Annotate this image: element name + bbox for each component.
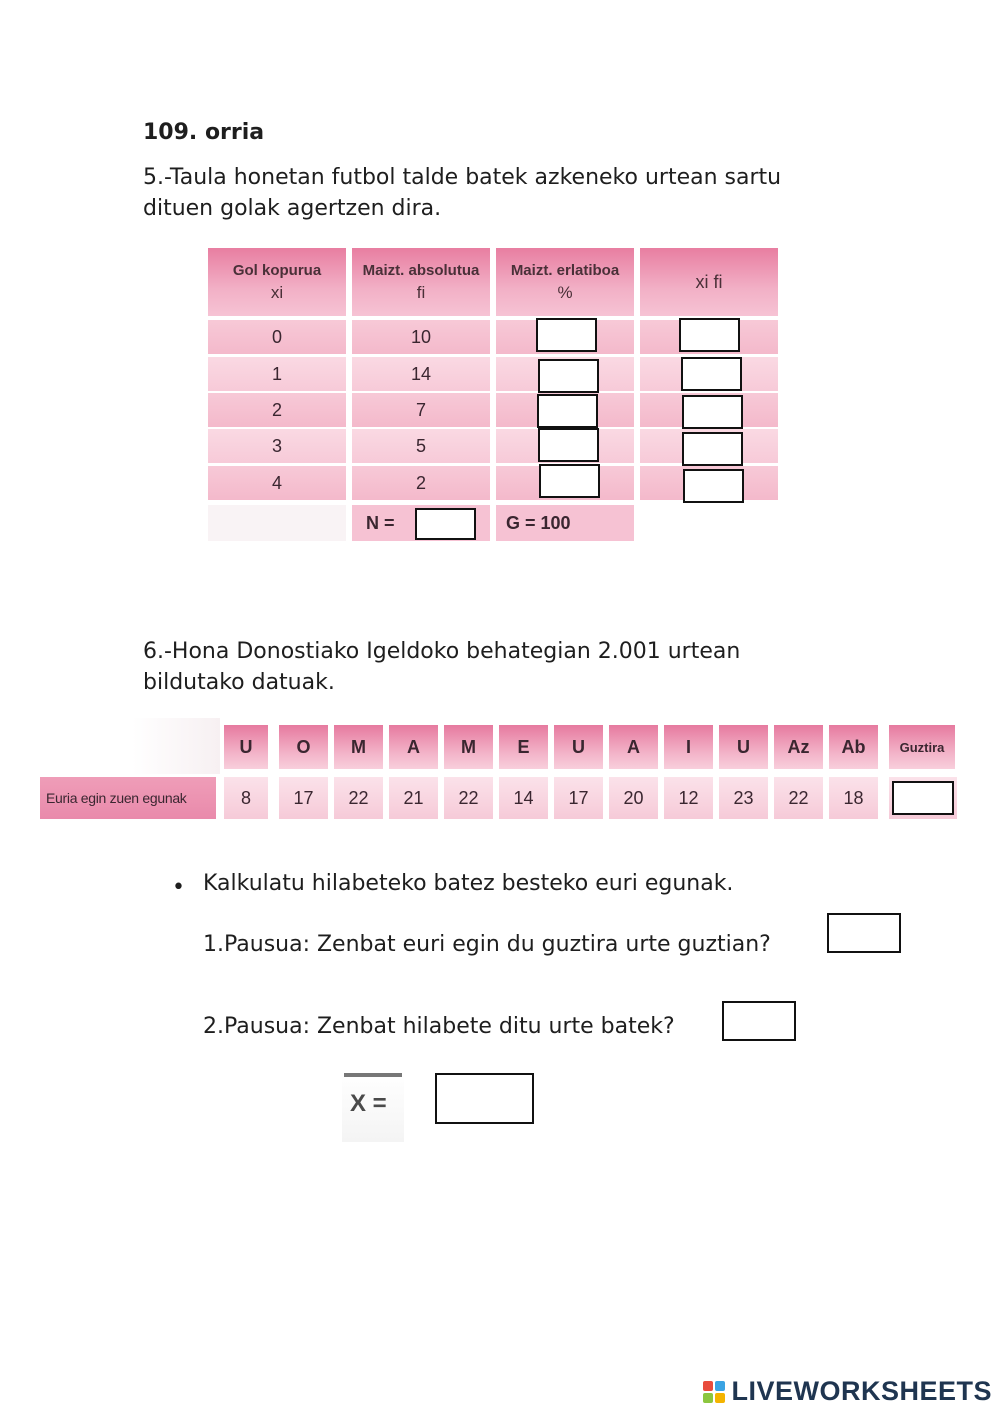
rain-value: 8 (224, 777, 268, 819)
step2-text: 2.Pausua: Zenbat hilabete ditu urte batek? (203, 1014, 675, 1039)
question-6 (143, 636, 903, 698)
header-relative-frequency-label: Maizt. erlatiboa (510, 261, 620, 279)
logo-square-3 (703, 1393, 713, 1403)
month-header: A (389, 725, 438, 769)
total-header: Guztira (889, 725, 955, 769)
header-goal-count-label: Gol kopurua (232, 261, 322, 279)
rain-value: 14 (499, 777, 548, 819)
answer-percent-4[interactable] (539, 464, 600, 498)
table-cell-f: 2 (352, 466, 490, 500)
answer-step1[interactable] (827, 913, 901, 953)
month-header: M (334, 725, 383, 769)
rain-value: 22 (444, 777, 493, 819)
question-5-line1: 5.-Taula honetan futbol talde batek azkeneko urtean sartu (143, 165, 782, 190)
header-absolute-frequency-label: Maizt. absolutua (362, 261, 480, 279)
table-cell-x: 1 (208, 357, 346, 391)
logo-square-1 (703, 1381, 713, 1391)
question-5-line2: dituen golak agertzen dira. (143, 196, 442, 221)
table-cell-f: 14 (352, 357, 490, 391)
rain-value: 18 (829, 777, 878, 819)
question-6-line1: 6.-Hona Donostiako Igeldoko behategian 2.001 urtean (143, 639, 741, 664)
table-cell-x: 2 (208, 393, 346, 427)
header-absolute-frequency (352, 248, 490, 316)
month-header: U (224, 725, 268, 769)
answer-percent-1[interactable] (538, 359, 599, 393)
header-goal-count-sub: xi (270, 282, 284, 302)
rain-row-label: Euria egin zuen egunak (40, 777, 216, 819)
mean-label: X = (350, 1090, 387, 1117)
month-header: O (279, 725, 328, 769)
header-xi-fi (640, 248, 778, 316)
brand-footer (703, 1376, 992, 1407)
answer-xifi-4[interactable] (683, 469, 744, 503)
month-header: E (499, 725, 548, 769)
task-instruction: Kalkulatu hilabeteko batez besteko euri egunak. (203, 871, 734, 896)
mean-bar (344, 1073, 402, 1077)
rain-value: 12 (664, 777, 713, 819)
header-goal-count (208, 248, 346, 316)
answer-n[interactable] (415, 508, 476, 540)
table-cell-f: 7 (352, 393, 490, 427)
month-header: M (444, 725, 493, 769)
brand-name: LIVEWORKSHEETS (731, 1376, 992, 1406)
table-cell-f: 10 (352, 320, 490, 354)
logo-square-2 (715, 1381, 725, 1391)
logo-square-4 (715, 1393, 725, 1403)
rain-value: 23 (719, 777, 768, 819)
header-relative-frequency-sub: % (557, 282, 573, 302)
question-5 (143, 162, 903, 224)
question-6-line2: bildutako datuak. (143, 670, 335, 695)
month-header: I (664, 725, 713, 769)
bullet-dot: • (172, 875, 185, 900)
month-header: U (554, 725, 603, 769)
answer-percent-2[interactable] (537, 394, 598, 428)
month-header: Az (774, 725, 823, 769)
answer-rain-total[interactable] (892, 781, 954, 815)
answer-mean[interactable] (435, 1073, 534, 1124)
g-label: G = 100 (496, 505, 634, 541)
header-relative-frequency (496, 248, 634, 316)
rain-value: 17 (279, 777, 328, 819)
month-header: A (609, 725, 658, 769)
rain-value: 17 (554, 777, 603, 819)
rain-table-corner (132, 718, 220, 774)
answer-xifi-0[interactable] (679, 318, 740, 352)
answer-xifi-1[interactable] (681, 357, 742, 391)
answer-xifi-3[interactable] (682, 432, 743, 466)
month-header: U (719, 725, 768, 769)
n-label: N = (352, 505, 490, 541)
rain-value: 20 (609, 777, 658, 819)
mean-symbol (342, 1072, 404, 1142)
answer-percent-0[interactable] (536, 318, 597, 352)
step1-text: 1.Pausua: Zenbat euri egin du guztira urte guztian? (203, 932, 771, 957)
table-cell-f: 5 (352, 429, 490, 463)
liveworksheets-logo-icon (703, 1381, 725, 1403)
header-absolute-frequency-sub: fi (416, 282, 426, 302)
table-cell-x: 3 (208, 429, 346, 463)
header-xi-fi-label: xi fi (695, 271, 723, 292)
rain-value: 22 (774, 777, 823, 819)
table-cell-x: 0 (208, 320, 346, 354)
rain-value: 21 (389, 777, 438, 819)
month-header: Ab (829, 725, 878, 769)
page-title: 109. orria (143, 120, 265, 145)
rain-value: 22 (334, 777, 383, 819)
answer-percent-3[interactable] (538, 428, 599, 462)
answer-step2[interactable] (722, 1001, 796, 1041)
table-cell-x: 4 (208, 466, 346, 500)
answer-xifi-2[interactable] (682, 395, 743, 429)
summary-blank (208, 505, 346, 541)
